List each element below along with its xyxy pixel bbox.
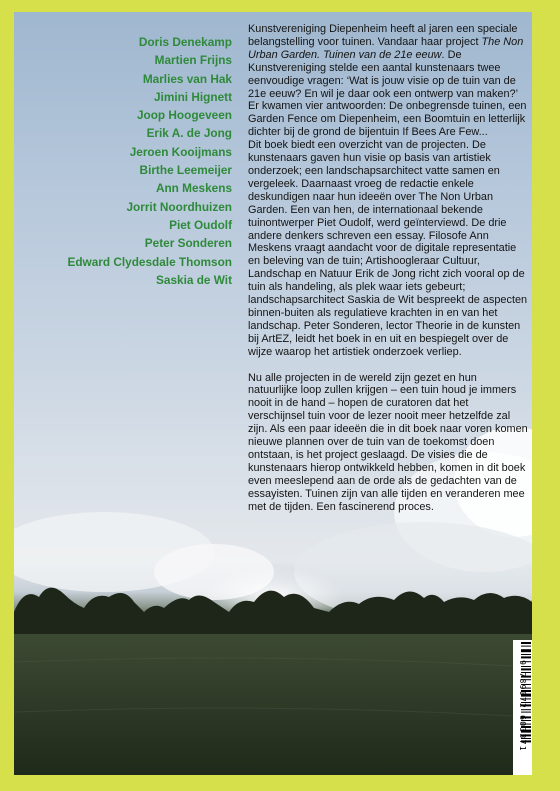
contributor-name: Doris Denekamp bbox=[138, 35, 232, 49]
contributor-name: Marlies van Hak bbox=[142, 71, 232, 86]
blurb-p1-intro: Kunstvereniging Diepenheim heeft al jaren een speciale belangstelling voor tuinen. Vandaar haar project bbox=[248, 23, 518, 48]
blurb-paragraph-1 bbox=[248, 23, 528, 139]
contributor-name: Jeroen Kooijmans bbox=[129, 144, 232, 159]
contributor-name: Peter Sonderen bbox=[144, 236, 232, 251]
contributor-name: Joop Hoogeveen bbox=[136, 108, 232, 123]
contributor-name: Saskia de Wit bbox=[156, 272, 232, 287]
blurb-p1-rest: . De Kunstvereniging stelde een aantal kunstenaars twee eenvoudige vragen: ‘Wat is jouw visie op de tuin van de 21e eeuw? En wil je daar ook een ontwerp van maken?’ Er kwamen vier antwoorden: De onbegrensde tuinen, een Garden Fence om Diepenheim, een Boomtuin en letterlijk dichter bij de grond de bijentuin If Bees Are Few... bbox=[248, 48, 527, 139]
contributor-name: Piet Oudolf bbox=[169, 217, 232, 232]
isbn-barcode bbox=[513, 640, 532, 775]
contributor-name: Martien Frijns bbox=[154, 53, 232, 68]
contributor-list bbox=[32, 33, 232, 289]
blurb-paragraph-2: Dit boek biedt een overzicht van de projecten. De kunstenaars gaven hun visie op basis van artistiek onderzoek; een landschapsarchitect vatte samen en vergeleek. Daarnaast vroeg de redactie enkele deskundigen naar hun ideeën over The Non Urban Garden. Een van hen, de internationaal bekende tuinontwerper Piet Oudolf, werd geïnterviewd. De drie andere denkers schreven een essay. Filosofe Ann Meskens vraagt aandacht voor de digitale representatie en beleving van de tuin; Artishoogleraar Cultuur, Landschap en Natuur Erik de Jong richt zich vooral op de tuin als handeling, als plek waar iets gebeurt; landschapsarchitect Saskia de Wit bespreekt de aspecten binnen-buiten als regulatieve krachten in en van het landschap. Peter Sonderen, lector Theorie in de kunsten bij ArtEZ, leidt het boek in en uit en bespiegelt over de wijze waarop het artistiek onderzoek verliep. bbox=[248, 139, 528, 358]
contributor-name: Jimini Hignett bbox=[154, 89, 232, 104]
contributor-name: Jorrit Noordhuizen bbox=[126, 199, 232, 214]
contributor-name: Erik A. de Jong bbox=[146, 126, 232, 141]
blurb-paragraph-3: Nu alle projecten in de wereld zijn gezet en hun natuurlijke loop zullen krijgen – een tuin houd je immers nooit in de hand – hopen de curatoren dat het verschijnsel tuin voor de lezer nooit meer hetzelfde zal zijn. Als een paar ideeën die in dit boek naar voren komen nieuwe plannen over de tuin van de toekomst doen ontstaan, is het project geslaagd. De visies die de kunstenaars hierop ontwikkeld hebben, komen in dit boek even meeslepend aan de orde als de gedachten van de essayisten. Tuinen zijn van alle tijden en veranderen mee met de tijden. Een fascinerend proces. bbox=[248, 371, 528, 513]
contributor-name: Edward Clydesdale Thomson bbox=[67, 254, 232, 269]
contributor-name: Ann Meskens bbox=[155, 181, 232, 196]
contributor-name: Birthe Leemeijer bbox=[139, 163, 232, 178]
blurb-text bbox=[248, 23, 528, 514]
book-title-italic: The Non Urban Garden. Tuinen van de 21e eeuw bbox=[248, 35, 524, 61]
isbn-digits: 9 789072 603371 bbox=[518, 660, 527, 752]
